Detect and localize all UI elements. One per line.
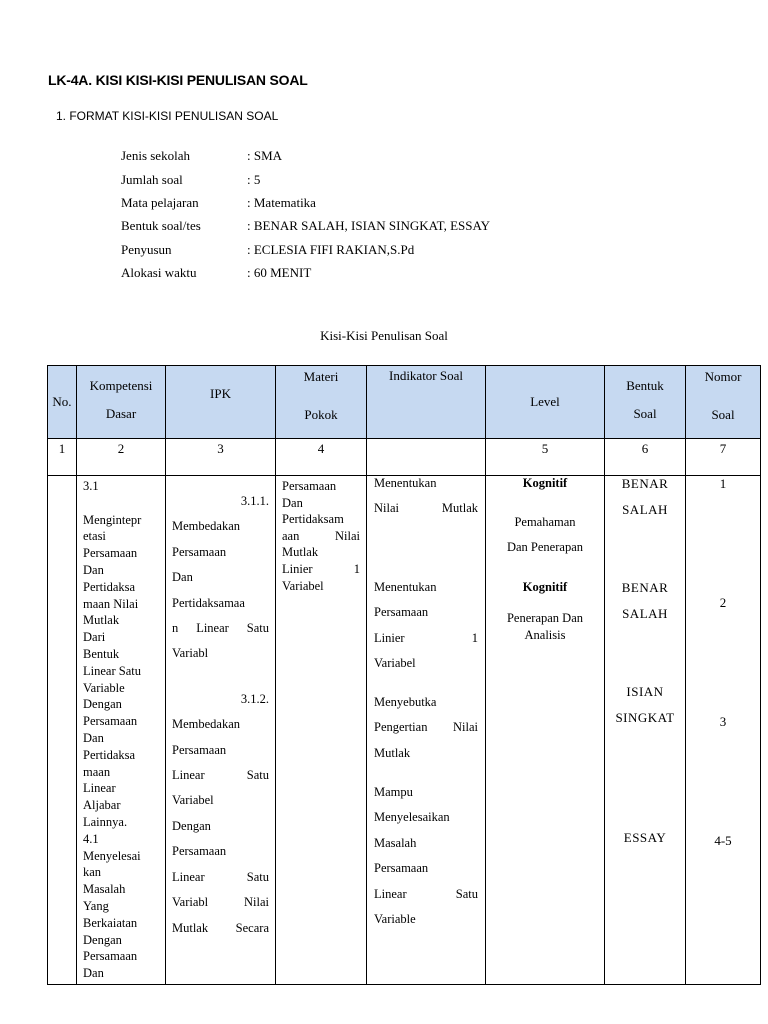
header-indikator-soal: Indikator Soal xyxy=(367,366,486,439)
kompetensi-dasar-line: Menyelesai xyxy=(83,848,141,863)
materi-pokok-cell xyxy=(276,476,367,985)
materi-pokok-line: Dan xyxy=(282,495,303,510)
column-number: 3 xyxy=(166,439,276,476)
kompetensi-dasar-line: Dari xyxy=(83,630,106,645)
ipk-line: Mutlak Secara xyxy=(172,920,269,935)
kompetensi-dasar-line: maan Nilai xyxy=(83,596,139,611)
kompetensi-dasar-line: Linear xyxy=(83,781,116,796)
materi-pokok-line: Linier 1 xyxy=(282,561,360,576)
kompetensi-dasar-line: kan xyxy=(83,865,102,880)
ipk-description xyxy=(172,712,269,941)
kompetensi-dasar-line: Yang xyxy=(83,898,109,913)
kompetensi-dasar-line: Lainnya. xyxy=(83,814,128,829)
info-label: Jumlah soal xyxy=(121,172,183,187)
kompetensi-dasar-line: Persamaan xyxy=(83,546,138,561)
indikator-line: Menyelesaikan xyxy=(374,810,450,825)
column-number: 5 xyxy=(486,439,605,476)
kompetensi-dasar-line: Mutlak xyxy=(83,613,120,628)
kompetensi-dasar-line: etasi xyxy=(83,529,106,544)
kompetensi-dasar-line: Dan xyxy=(83,966,104,981)
indikator-line: Linear Satu xyxy=(374,886,478,901)
column-number xyxy=(367,439,486,476)
info-label: Jenis sekolah xyxy=(121,148,190,163)
kompetensi-dasar-line: 3.1 xyxy=(83,479,99,493)
indikator-line: Nilai Mutlak xyxy=(374,501,478,516)
ipk-description xyxy=(172,514,269,666)
kompetensi-dasar-line: Pertidaksa xyxy=(83,747,136,762)
nomor-soal-item: 3 xyxy=(719,714,727,729)
nomor-soal-item: 1 xyxy=(719,476,727,491)
info-label: Bentuk soal/tes xyxy=(121,218,201,233)
bentuk-soal-line: SALAH xyxy=(622,501,668,517)
level-description: Dan Penerapan xyxy=(506,540,583,554)
ipk-line: Variabl xyxy=(172,646,209,661)
bentuk-soal-line: ISIAN xyxy=(626,684,664,699)
indikator-item xyxy=(374,575,478,677)
ipk-line: n Linear Satu xyxy=(172,621,269,636)
ipk-line: Membedakan xyxy=(172,519,241,534)
column-number: 4 xyxy=(276,439,367,476)
kompetensi-dasar-line: Dengan xyxy=(83,932,122,947)
ipk-line: Membedakan xyxy=(172,717,241,732)
indikator-line: Linier 1 xyxy=(374,630,478,645)
materi-pokok-line: Mutlak xyxy=(282,545,319,560)
nomor-soal-cell xyxy=(686,476,761,985)
indikator-line: Pengertian Nilai xyxy=(374,720,478,735)
level-description: Analisis xyxy=(524,628,566,642)
info-label: Penyusun xyxy=(121,242,172,257)
kisi-kisi-table xyxy=(47,365,761,985)
indikator-line: Variabel xyxy=(374,656,416,671)
info-value: : BENAR SALAH, ISIAN SINGKAT, ESSAY xyxy=(247,218,491,233)
section-heading: 1. FORMAT KISI-KISI PENULISAN SOAL xyxy=(56,109,279,123)
indikator-line: Menyebutka xyxy=(374,695,437,709)
ipk-code: 3.1.2. xyxy=(240,691,269,706)
kompetensi-dasar-line xyxy=(83,495,159,512)
kompetensi-dasar-line: Variable xyxy=(83,680,125,695)
ipk-line: Variabel xyxy=(172,793,214,808)
info-value: : SMA xyxy=(247,148,283,163)
bentuk-soal-line: BENAR xyxy=(621,580,669,595)
info-value: : ECLESIA FIFI RAKIAN,S.Pd xyxy=(247,242,415,257)
bentuk-soal-item xyxy=(605,471,685,522)
kompetensi-dasar-line: Dengan xyxy=(83,697,122,712)
indikator-soal-cell xyxy=(367,476,486,985)
header-level: Level xyxy=(486,366,605,439)
column-number: 7 xyxy=(686,439,761,476)
ipk-cell xyxy=(166,476,276,985)
header-no: No. xyxy=(48,366,77,439)
level-item xyxy=(486,575,604,644)
indikator-line: Menentukan xyxy=(374,580,437,594)
ipk-line: Dan xyxy=(172,570,193,585)
nomor-soal-item: 2 xyxy=(719,595,727,610)
indikator-item xyxy=(374,471,478,522)
kompetensi-dasar-line: Berkaiatan xyxy=(83,915,138,930)
materi-pokok-line: Persamaan xyxy=(282,479,337,493)
bentuk-soal-item xyxy=(605,825,685,851)
kompetensi-dasar-line: Masalah xyxy=(83,882,126,897)
info-label: Alokasi waktu xyxy=(121,265,197,280)
level-description: Penerapan Dan xyxy=(506,611,583,625)
kompetensi-dasar-line: Bentuk xyxy=(83,646,120,661)
kompetensi-dasar-text xyxy=(77,476,165,984)
indikator-line: Variable xyxy=(374,912,416,927)
column-number-row xyxy=(48,439,761,476)
materi-pokok-line: aan Nilai xyxy=(282,528,360,543)
materi-pokok-line: Variabel xyxy=(282,578,324,593)
header-ipk: IPK xyxy=(166,366,276,439)
kompetensi-dasar-line: Pertidaksa xyxy=(83,579,136,594)
table-header-row xyxy=(48,366,761,439)
kompetensi-dasar-line: Mengintepr xyxy=(83,512,142,527)
materi-pokok-text xyxy=(276,476,366,594)
indikator-line: Mutlak xyxy=(374,745,411,760)
kompetensi-dasar-line: Persamaan xyxy=(83,949,138,964)
kompetensi-dasar-line: Linear Satu xyxy=(83,663,141,678)
bentuk-soal-cell xyxy=(605,476,686,985)
materi-pokok-line: Pertidaksam xyxy=(282,512,344,527)
kompetensi-dasar-line: Dan xyxy=(83,562,104,577)
info-label: Mata pelajaran xyxy=(121,195,199,210)
kompetensi-dasar-line: Aljabar xyxy=(83,798,121,813)
header-materi-pokok: Materi Pokok xyxy=(276,366,367,439)
ipk-line: Persamaan xyxy=(172,544,227,559)
kompetensi-dasar-line: maan xyxy=(83,764,111,779)
ipk-line: Linear Satu xyxy=(172,869,269,884)
level-heading: Kognitif xyxy=(522,580,568,594)
indikator-line: Menentukan xyxy=(374,476,437,490)
no-cell xyxy=(48,476,77,985)
bentuk-soal-line: ESSAY xyxy=(623,830,667,845)
column-number: 1 xyxy=(48,439,77,476)
header-kompetensi-dasar: Kompetensi Dasar xyxy=(77,366,166,439)
indikator-line: Mampu xyxy=(374,785,413,799)
bentuk-soal-item xyxy=(605,679,685,730)
kompetensi-dasar-cell xyxy=(77,476,166,985)
ipk-line: Variabl Nilai xyxy=(172,895,269,910)
ipk-line: Pertidaksamaa xyxy=(172,595,245,610)
level-heading: Kognitif xyxy=(522,476,568,490)
indikator-line: Masalah xyxy=(374,835,417,850)
ipk-line: Dengan xyxy=(172,818,211,833)
bentuk-soal-item xyxy=(605,575,685,626)
ipk-line: Linear Satu xyxy=(172,768,269,783)
kompetensi-dasar-line: 4.1 xyxy=(83,831,99,846)
indikator-item xyxy=(374,780,478,932)
info-value: : 60 MENIT xyxy=(247,265,312,280)
nomor-soal-item: 4-5 xyxy=(714,833,732,848)
bentuk-soal-line: SALAH xyxy=(622,605,668,621)
column-number: 2 xyxy=(77,439,166,476)
level-description: Pemahaman xyxy=(514,515,576,529)
document-title: LK-4A. KISI KISI-KISI PENULISAN SOAL xyxy=(48,72,308,88)
level-cell xyxy=(486,476,605,985)
table-row xyxy=(48,476,761,985)
bentuk-soal-line: BENAR xyxy=(621,476,669,491)
header-nomor-soal: Nomor Soal xyxy=(686,366,761,439)
header-bentuk-soal: Bentuk Soal xyxy=(605,366,686,439)
info-value: : 5 xyxy=(247,172,261,187)
indikator-item xyxy=(374,690,478,766)
kompetensi-dasar-line: Dan xyxy=(83,730,104,745)
column-number: 6 xyxy=(605,439,686,476)
kompetensi-dasar-line: Persamaan xyxy=(83,714,138,729)
level-item xyxy=(486,471,604,560)
table-caption: Kisi-Kisi Penulisan Soal xyxy=(320,328,448,343)
ipk-code: 3.1.1. xyxy=(240,494,269,508)
ipk-line: Persamaan xyxy=(172,742,227,757)
ipk-text xyxy=(166,489,275,941)
indikator-line: Persamaan xyxy=(374,861,429,876)
bentuk-soal-line: SINGKAT xyxy=(615,709,675,725)
ipk-line: Persamaan xyxy=(172,844,227,859)
indikator-line: Persamaan xyxy=(374,605,429,620)
info-value: : Matematika xyxy=(247,195,316,210)
